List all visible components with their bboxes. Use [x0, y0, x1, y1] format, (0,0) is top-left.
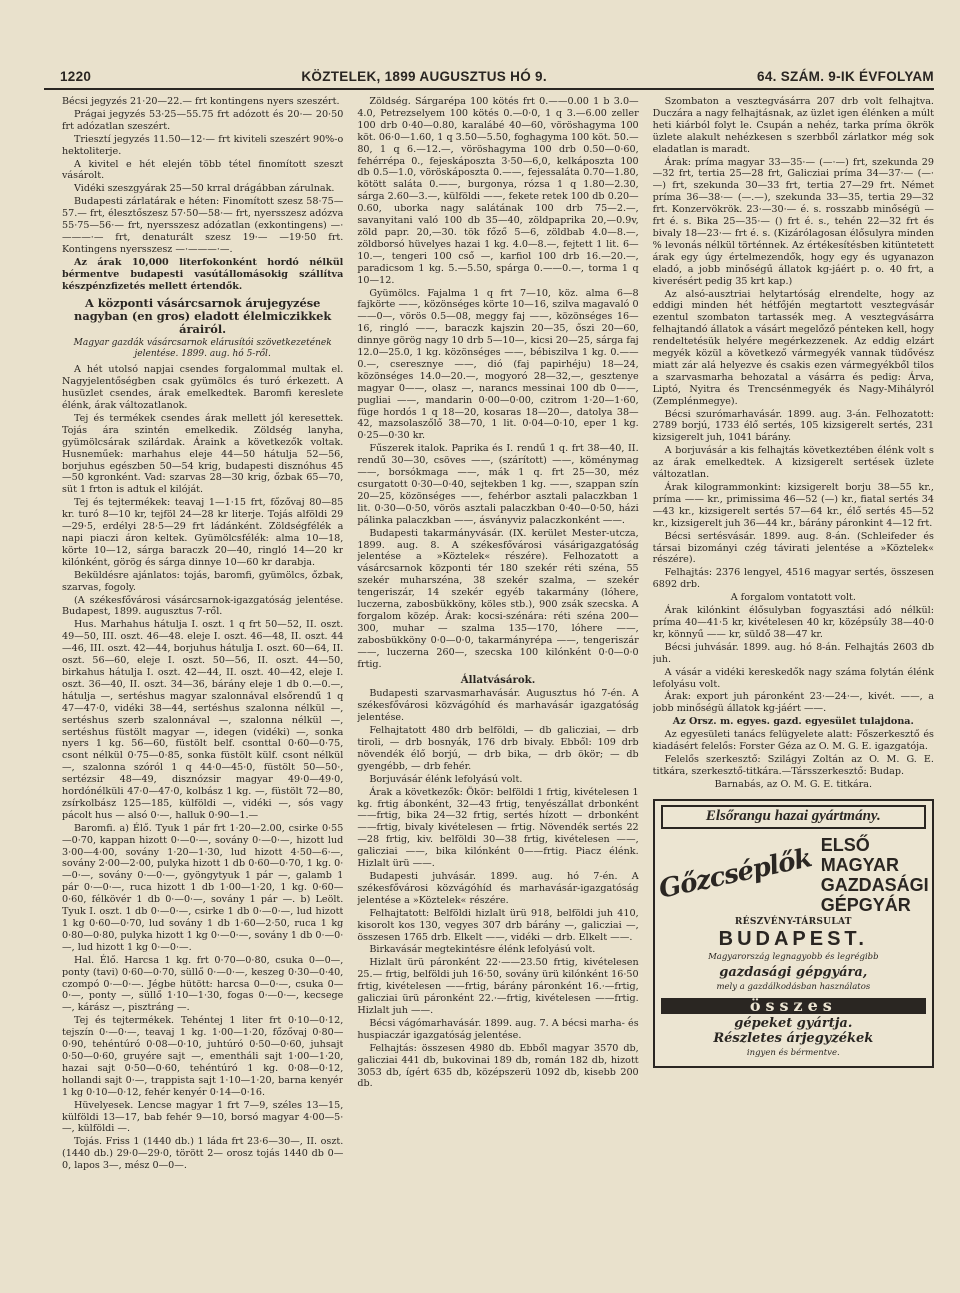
paragraph: Bécsi jegyzés 21·20—22.— frt kontingens nyers szeszért.: [62, 96, 340, 107]
paragraph: Felhajtatott: Belföldi hizlalt ürü 918, belföldi juh 410, kisorolt kos 130, vegyes 307 drb bárány —, galicziai —, összesen 1765 drb. Elkelt ——, vidéki — drb. Elkelt ——.: [357, 907, 639, 943]
paragraph: Triesztí jegyzés 11.50—12·— frt kiviteli szeszért 90%-o hektoliterje.: [62, 133, 344, 157]
column-1: [62, 96, 343, 1273]
paragraph: Hus. Marhahus hátulja I. oszt. 1 q frt 50—52, II. oszt. 49—50, III. oszt. 46—48. eleje I. oszt. 46—48, II. oszt. 44—46, III. oszt. 42—44, borjuhus hátulja I. oszt. 60—64, II. oszt. 56—60, eleje I. oszt. 50—56, II. oszt. 44—50, birkahus hátulja I. oszt. 42—44, II. oszt. 40—42, eleje I. oszt. 36—40, II. oszt. 34—36, bárány eleje 1 db 0.—0.—, hátulja —, sertéshus magyar szalonnával elsőrendű 1 q 47—47·0, vidéki 38—44, sertéshus szalonna nélkül —, sertéshus szerb szalonnával —, szalonna nélkül —, sertéshus füstölt magyar —, idegen (vidéki) —, sonka nyers 1 kg. 56—60, füstölt belf. csonttal 0·60—0·75, csont nélkül 0·75—0·85, sonka füstölt külf. csont nélkül —, szalonna szóról 1 q 44·0—45·0, füstölt 50—50·, sertézsir 48—49, disznózsir magyar 49·0—49·0, hordónélküli 47·0—47·0, kolbász 1 kg. —, füstölt 72—80, zsírkolbász 125—185, külföldi —, vidéki —, sós vagy pácolt hus — alsó 0·—, halluk 0·90—1.—: [62, 619, 344, 821]
paragraph: Tojás. Friss 1 (1440 db.) 1 láda frt 23·6—30—, II. oszt. (1440 db.) 29·0—29·0, törött 2— orosz tojás 1440 db 0—0, lapos 3—, mész 0—0—.: [62, 1136, 344, 1172]
paragraph: Szombaton a vesztegvásárra 207 drb volt felhajtva. Duczára a nagy felhajtásnak, az üzlet igen élénken a múlt heti kiárból folyt le. Csupán a nehéz, tarka príma ökrök üzlete alakult nehézkesen s szerbből zárlatkor még sok eladatlan is maradt.: [652, 96, 934, 155]
columns: [62, 96, 934, 1273]
paragraph: Bécsi vágómarhavásár. 1899. aug. 7. A bécsi marha- és huspiaczár igazgatóság jelentése.: [357, 1017, 639, 1041]
paragraph: A borjuvásár a kis felhajtás következtében élénk volt s az árak emelkedtek. A kizsigerelt sertések üzlete változatlan.: [652, 445, 934, 481]
paragraph: A kivitel e hét elején több tétel finomított szeszt vásárolt.: [62, 158, 344, 182]
paragraph: A vásár a vidéki kereskedők nagy száma folytán élénk lefolyásu volt.: [652, 666, 934, 690]
paragraph: Az alsó-ausztriai helytartóság elrendelte, hogy az eddigi minden hét hétfőjén megtartott vesztegvásár ezentul szombaton tartassék meg. A vesztegvásárra felhajtandó állatok a vásárt megelőző pénteken kell, hogy rendeltetésük helyére megérkezzenek. Az eddig elzárt megyék közül a következő vármegyék vannak tüdővész miatt zár alá helyezve és csakis ezen vármegyékből tilos a szarvasmarha behozatal a vásárra és pedig: Árva, Liptó, Nyitra és Trencsénmegyék és Nagy-Mihályról (Zemplénmegye).: [652, 288, 934, 407]
paragraph: Gyümölcs. Fajalma 1 q frt 7—10, köz. alma 6—8 fajkörte ——, közönséges körte 10—16, szilva magavaló 0——0—, vörös 0.5—08, meggy faj ——, közönséges 16—16, ringló ——, baraczk kajszin 20—35, őszi 20—60, dinnye görög nagy 10 drb 5—10—, kicsi 20—25, sárga faj 12.0—25.0, 1 kg. közönséges ——, bébiszilva 1 kg. 0.——0.—, cseresznye ——, dió (faj papirhéju) 18—24, közönséges 14.0—20.—, mogyoró 28—32,—, gesztenye magyar 0——, olasz —, narancs messinai 100 db 0——, pugliai ——, mandarin 0·00—0·00, czitrom 1·20—1·60, füge hordós 1 q 18—20, kosaras 18—20—, datolya 38—42, mazsolaszőlő 38—70, 1 lit. 0·04—0·10, eper 1 kg. 0·25—0·30 kr.: [357, 287, 639, 442]
paragraph: Budapesti zárlatárak e héten: Finomított szesz 58·75—57.— frt, élesztőszesz 57·50—58·— frt, nyersszesz adózva 55·75—56·— frt, nyersszesz adózatlan (exkontingens) —·———·— frt, denaturált szesz 19·— —19·50 frt. Kontingens nyersszesz —·———·—.: [62, 196, 344, 255]
paragraph: Budapesti juhvásár. 1899. aug. hó 7-én. A székesfővárosi közvágóhíd és marhavásár-igazgatóság jelentése a »Köztelek« részére.: [357, 871, 639, 906]
paragraph: Árak a következők: Ökör: belföldi 1 frtig, kivételesen 1 kg. frtig ábonként, 32—43 frtig, tenyészállat drbonként ——frtig, bika 24—32 frtig, sertés hízott — drbonként ——frtig, bivaly kivételesen — frtig. Növendék sertés 22—28 frtig, kiv. belföldi 30—38 frtig, kivételesen ——, galicziai ——, bika kilónként 0——frtig. Piacz élénk. Hizlalt ürü ——.: [357, 786, 639, 870]
column-2: [357, 96, 638, 1273]
paragraph: Birkavásár megtekintésre élénk lefolyású volt.: [369, 944, 596, 956]
advertisement: [653, 799, 934, 1068]
ad-inverse-word: összes: [661, 998, 926, 1014]
paragraph: Árak kilogrammonkint: kizsigerelt borju 38—55 kr., príma —— kr., primissima 46—52 (—) kr., fiatal sertés 34—43 kr., kizsigerelt sertés 57—64 kr., élő sertés 45—52 kr., kizsigerelt juh 36—44 kr., bárány páronkint 4—12 frt.: [652, 482, 934, 529]
header-rule: [44, 88, 934, 90]
paragraph: Felhajtás: 2376 lengyel, 4516 magyar sertés, összesen 6892 drb.: [652, 567, 934, 591]
paragraph: Felhajtatott 480 drb belföldi, — db galicziai, — drb tiroli, — drb bosnyák, 176 drb bivaly. Ebből: 109 drb növendék élő borjú, — drb bika, — drb ökör; — db gyengébb, — drb fehér.: [357, 725, 639, 772]
page-number: 1220: [60, 69, 92, 84]
paragraph: Bécsi juhvásár. 1899. aug. hó 8-án. Felhajtás 2603 db juh.: [652, 641, 934, 665]
paragraph: Vidéki szeszgyárak 25—50 krral drágábban zárulnak.: [74, 183, 335, 195]
section-subheading: Magyar gazdák vásárcsarnok elárusítói szövetkezetének jelentése. 1899. aug. hó 5-ről.: [73, 337, 332, 360]
page-header: [60, 62, 934, 84]
paragraph: (A székesfővárosi vásárcsarnok-igazgatóság jelentése. Budapest, 1899. augusztus 7-ről.: [62, 594, 344, 618]
paragraph: Az árak 10,000 literfokonként hordó nélkül bérmentve budapesti vasútállomásokig szállítva készpénzfizetés mellett értendők.: [62, 256, 344, 292]
ad-company: RÉSZVÉNY-TÁRSULAT: [734, 916, 852, 927]
section-heading: A központi vásárcsarnok árujegyzése nagyban (en gros) eladott élelmiczikkek árairól.: [74, 295, 332, 336]
paragraph: Tej és tejtermékek. Tehéntej 1 liter frt 0·10—0·12, tejszín 0·—0·—, teavaj 1 kg. 1·00—1·20, főzővaj 0·80—0·90, tehéntúró 0·08—0·10, juhtúró 0·50—0·60, juhsajt 0·50—0·60, gruyére sajt —, ementháli sajt 1·00—1·20, hazai sajt 0·50—0·60, tehéntúró 1 kg. 0·08—0·12, hollandi sajt 0·—, trappista sajt 1·10—1·20, barna kenyér 1 kg 0·10—0·12, fehér kenyér 0·14—0·16.: [62, 1015, 344, 1098]
ad-line: Részletes árjegyzékek: [713, 1030, 874, 1046]
paragraph: Bécsi szurómarhavásár. 1899. aug. 3-án. Felhozatott: 2789 borjú, 1733 élő sertés, 105 kizsigerelt sertés, 231 kizsigerelt juh, 1041 bárány.: [652, 408, 934, 444]
masthead-title: KÖZTELEK, 1899 AUGUSZTUS HÓ 9.: [301, 69, 547, 84]
paragraph: Hizlalt ürü páronként 22·——23.50 frtig, kivételesen 25.— frtig, belföldi juh 16·50, sovány ürü kilónként 16·50 frtig, kivételesen ——frtig, bárány páronként 16.·—frtig, galicziai ürü páronként 22.·—frtig, kivételesen ——frtig. Hizlalt juh ——.: [357, 957, 639, 1016]
ad-logo: [656, 834, 929, 915]
paragraph: A forgalom vontatott volt.: [730, 592, 856, 604]
ad-line: mely a gazdálkodásban használatos: [716, 982, 871, 993]
paragraph: Hal. Élő. Harcsa 1 kg. frt 0·70—0·80, csuka 0—0—, ponty (tavi) 0·60—0·70, süllő 0·—0·—, keszeg 0·30—0·40, czompó 0·—0·—. Jégbe hütött: harcsa 0—0·—, csuka 0—0·—, ponty —, süllő 1·10—1·30, fogas 0·—0·—, kecsege —, kárász —, pisztráng —.: [62, 954, 344, 1014]
section-heading: Állatvásárok.: [460, 673, 536, 686]
ad-line: gépeket gyártja.: [734, 1016, 853, 1031]
issue-label: 64. SZÁM. 9-IK ÉVFOLYAM: [757, 69, 934, 84]
ad-city: BUDAPEST.: [718, 928, 868, 951]
paragraph: Fűszerek italok. Paprika és I. rendű 1 q. frt 38—40, II. rendű 30—30, csöves ——, (szárított) ——, köménymag ——, borsókmaga ——, mák 1 q. frt 25—30, méz csurgatott 0·30—0·40, sejtekben 1 kg. ——, szappan szín 20—25, közönséges ——, fehérbor asztali palaczkban 1 lit. 0·30—0·50, vörös asztali palaczkban 0·40—0·50, házi pálinka palaczkban ——, ásványviz palaczkonként ——.: [357, 443, 639, 526]
ad-script-word: Gőzcséplők: [656, 842, 814, 905]
paragraph: Borjuvásár élénk lefolyású volt.: [369, 773, 523, 785]
column-3: [653, 96, 934, 1273]
paragraph: Tej és termékek csendes árak mellett jól keresettek. Tojás ára szintén emelkedik. Zöldség lanyha, gyümölcsárak szilárdak. Áraink a következők voltak. Husneműek: marhahus eleje 44—50 hátulja 52—56, borjuhus egészben 50—54 krig, budapesti disznóhus 45—50 kgronként. Vad: szarvas 28—30 krig, őzbak 65—70, süt 1 frton is adtuk el kilóját.: [62, 412, 344, 496]
paragraph: Hüvelyesek. Lencse magyar 1 frt 7—9, széles 13—15, külföldi 13—17, bab fehér 9—10, borsó magyar 4·00—5·—, külföldi —.: [62, 1099, 344, 1135]
ad-headline: Elsőrangu hazai gyártmány.: [661, 805, 926, 829]
paragraph: Baromfi. a) Élő. Tyuk 1 pár frt 1·20—2.00, csirke 0·55—0·70, kappan hizott 0·—0·—, sovány 0·—0·—, hizott lud 3·00—4·00, sovány 1·20—1·30, lud hizott 4·50—6·—, sovány 2·00—2·00, pulyka hizott 1 db 0·60—0·70, 1 kg. 0·—0·—, sovány 0·—0·—, gyöngytyuk 1 pár —, galamb 1 pár 0·—0·—, ruca hizott 1 db 1·00—1·20, 1 kg. 0·60—0·60, félkövér 1 db 0·—0·—, sovány 1 pár —. b) Leölt. Tyuk I. oszt. 1 db 0·—0·—, csirke 1 db 0·—0·—, lud hizott 1 kg 0·60—0·70, lud sovány 1 db 1·60—2·50, ruca 1 kg 0·80—0·80, pulyka hizott 1 kg 0·—0·—, sovány 1 db 0·—0·—, lud hizott 1 kg 0·—0·—.: [62, 822, 344, 953]
paragraph: Budapesti takarmányvásár. (IX. kerület Mester-utcza, 1899. aug. 8. A székesfővárosi vásárigazgatóság jelentése a »Köztelek« részére). Felhozatott a vásárcsarnok központi tér 180 szekér réti széna, 55 szekér muharszéna, 38 szekér szalma, — szekér tengeriszár, 14 szekér egyéb takarmány (lóhere, luczerna, zabosbükköny, köles stb.), 900 zsák szecska. A forgalom közép. Árak: kocsi-szénára: réti széna 200—300, muhar — szalma 135—170, lóhere ——, zabosbükköny 0·0—0·0, takarmányrépa ——, tengeriszár ——, luczerna 260—, szecska 100 kilónként 0·0—0·0 frtig.: [357, 527, 639, 670]
paragraph: Prágai jegyzés 53·25—55.75 frt adózott és 20·— 20·50 frt adózatlan szeszért.: [62, 108, 344, 132]
ad-line: ingyen és bérmentve.: [746, 1047, 840, 1058]
paragraph: Barnabás, az O. M. G. E. titkára.: [714, 778, 873, 790]
paragraph: Tej és tejtermékek: teavaj 1—1·15 frt, főzővaj 80—85 kr. turó 8—10 kr, tejföl 24—28 kr literje. Tojás alföldi 29—29·5, erdélyi 28·5—29 frt ládánként. Zöldségfélék a napi piaczi áron keltek. Gyümölcsfélék: alma 10—18, körte 10—12, sárga baraczk 20—40, ringló 14—20 kr kilónként, görög és sárga dinnye 10—60 kr darabja.: [62, 497, 344, 568]
paragraph: Árak: príma magyar 33—35·— (—·—) frt, szekunda 29—32 frt, tertia 25—28 frt, Galicziai príma 34—37·— (—·—) frt, szekunda 30—33 frt, tertia 27—29 frt. Német príma 36—38·— (—.—), szekunda 33—35, tertia 29—32 frt. Konzervökrök. 23·—30·— é. s. rosszabb minőségü — frt é. s. Bika 25—35·— () frt é. s., tehén 22—32 frt és bivaly 18—23·— frt é. s. (Kizárólagosan élősulyra minden % levonás nélkül történnek. Az értékesítésben kitüntetett árak egy úgy értelmezendők, hogy egy és ugyanazon eladó, a jobb minőségű állatok kg-jáért p. o. 40 frt, a kiverésért pedig 35 krt kap.): [652, 156, 934, 287]
ad-line: Magyarország legnagyobb és legrégibb: [708, 952, 879, 963]
paragraph: Felhajtás: összesen 4980 db. Ebből magyar 3570 db, galicziai 441 db, bukovinai 189 db, román 182 db, hizott 3053 db, ígért 635 db, középszerü 1092 db, kisebb 200 db.: [357, 1042, 639, 1090]
paragraph: Zöldség. Sárgarépa 100 kötés frt 0.——0.00 1 b 3.0—4.0, Petrezselyem 100 kötés 0.—0·0, 1 q 3.—6.00 zeller 100 drb 0·40—0.80, karalábé 40—60, vöröshagyma 100 köt. 06·0—1.60, 1 q 3.50—5.50, foghagyma 100 köt. 50.—80, 1 q 6.—12.—, vöröshagyma 100 drb 0.50—0·60, fehérrépa 0., fejeskáposzta 3·50—6,0, kelkáposzta 100 db 0.5—1.0, vöröskáposzta 0.——, fejessaláta 0.70—1.80, kötött saláta 0.——, burgonya, rózsa 1 q 1.80—2.30, sárga 2.60—3.—, külföldi ——, fekete retek 100 db 0.20—0.60, uborka nagy salátának 100 drb 75—2.—, savanyitani való 100 db 35—40, zöldpaprika 20,—0.9v, zöld papr. 20,—30. tök főző 5—6, zöldbab 4.0—8.—, zöldborsó hüvelyes hazai 1 kg. 4.0—8.—, fejtett 1 lit. 6—10.—, tengeri 100 cső —, karfiol 100 drb 16.—20.—, paradicsom 1 kg. 5.—5.50, spárga 0.——0.—, torma 1 q 10—12.: [357, 96, 639, 286]
paragraph: Felelős szerkesztő: Szilágyi Zoltán az O. M. G. E. titkára, szerkesztő-titkára.—Társszerkesztő: Budap.: [652, 753, 934, 777]
paragraph: Budapesti szarvasmarhavásár. Augusztus hó 7-én. A székesfővárosi közvágóhíd és marhavásár igazgatóság jelentése.: [357, 688, 639, 724]
ownership-note: Az Orsz. m. egyes. gazd. egyesület tulajdona.: [672, 716, 914, 728]
paragraph: Az egyesületi tanács felügyelete alatt: Főszerkesztő és kiadásért felelős: Forster Géza az O. M. G. E. igazgatója.: [652, 729, 934, 753]
paragraph: Beküldésre ajánlatos: tojás, baromfi, gyümölcs, őzbak, szarvas, fogoly.: [62, 569, 344, 593]
paragraph: Árak kilónkint élősulyban fogyasztási adó nélkül: príma 40—41·5 kr, kivételesen 40 kr, középsúly 38—40·0 kr, könnyű —— kr, süldő 38—47 kr.: [652, 605, 934, 640]
paragraph: A hét utolsó napjai csendes forgalommal multak el. Nagyjelentőségben csak gyümölcs és turó érkezett. A husüzlet csendes, árak emelkedtek. Baromfi kereslete élénk, árak változatlanok.: [62, 364, 344, 412]
paragraph: Bécsi sertésvásár. 1899. aug. 8-án. (Schleifeder és társai bizományi czég távirati jelentése a »Köztelek« részére).: [652, 530, 934, 566]
ad-brand: ELSŐ MAGYAR GAZDASÁGI GÉPGYÁR: [820, 834, 929, 915]
paragraph: Árak: export juh páronként 23·—24·—, kivét. ——, a jobb minőségü állatok kg-jáért ——.: [652, 691, 934, 715]
ad-line: gazdasági gépgyára,: [719, 965, 868, 981]
